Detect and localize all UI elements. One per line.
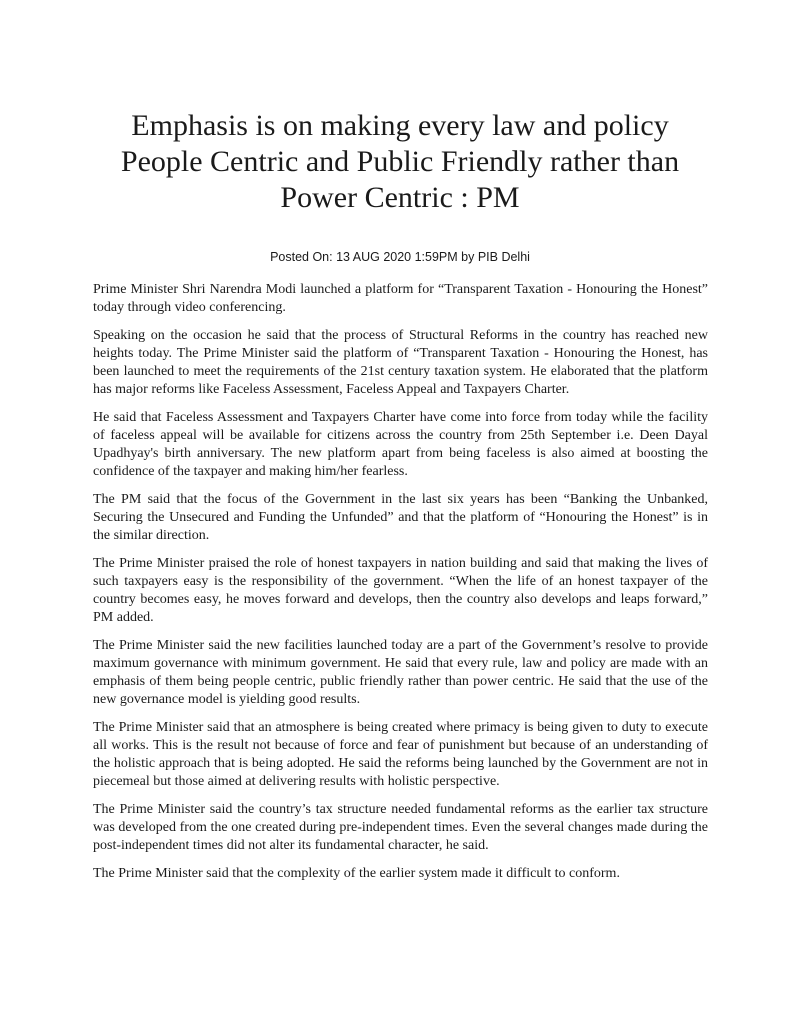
paragraph: The Prime Minister said the new facilities launched today are a part of the Government’s resolve to provide maximum governance with minimum government. He said that every rule, law and policy are made with an emphasis of them being people centric, public friendly rather than power centric. He said that the use of the new governance model is yielding good results.	[93, 638, 708, 707]
paragraph: Speaking on the occasion he said that the process of Structural Reforms in the country has reached new heights today. The Prime Minister said the platform of “Transparent Taxation - Honouring the Honest, has been launched to meet the requirements of the 21st century taxation system. He elaborated that the platform has major reforms like Faceless Assessment, Faceless Appeal and Taxpayers Charter.	[93, 328, 708, 397]
paragraph: The Prime Minister said the country’s tax structure needed fundamental reforms as the earlier tax structure was developed from the one created during pre-independent times. Even the several changes made during the post-independent times did not alter its fundamental character, he said.	[93, 802, 708, 853]
paragraph: The Prime Minister said that an atmosphere is being created where primacy is being given to duty to execute all works. This is the result not because of force and fear of punishment but because of an understanding of the holistic approach that is being adopted. He said the reforms being launched by the Government are not in piecemeal but those aimed at delivering results with holistic perspective.	[93, 720, 708, 789]
paragraph: The Prime Minister praised the role of honest taxpayers in nation building and said that making the lives of such taxpayers easy is the responsibility of the government. “When the life of an honest taxpayer of the country becomes easy, he moves forward and develops, then the country also develops and leaps forward,” PM added.	[93, 556, 708, 625]
paragraph: Prime Minister Shri Narendra Modi launched a platform for “Transparent Taxation - Honouring the Honest” today through video conferencing.	[93, 282, 708, 315]
paragraph: The PM said that the focus of the Government in the last six years has been “Banking the Unbanked, Securing the Unsecured and Funding the Unfunded” and that the platform of “Honouring the Honest” is in the similar direction.	[93, 492, 708, 543]
posted-date-line: Posted On: 13 AUG 2020 1:59PM by PIB Delhi	[270, 250, 530, 264]
paragraph: He said that Faceless Assessment and Taxpayers Charter have come into force from today while the facility of faceless appeal will be available for citizens across the country from 25th September i.e. Deen Dayal Upadhyay's birth anniversary. The new platform apart from being faceless is also aimed at boosting the confidence of the taxpayer and making him/her fearless.	[93, 410, 708, 479]
article-body	[93, 281, 708, 893]
document-title: Emphasis is on making every law and policy People Centric and Public Friendly rather than Power Centric : PM	[120, 109, 680, 214]
paragraph: The Prime Minister said that the complexity of the earlier system made it difficult to conform.	[93, 866, 620, 881]
